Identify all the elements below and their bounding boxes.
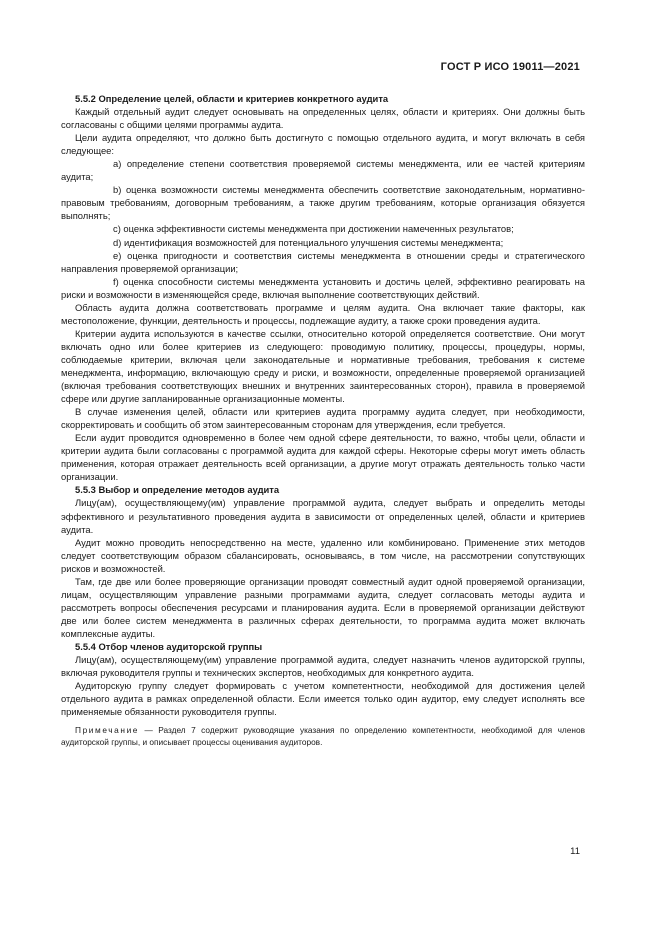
list-item-f: f) оценка способности системы менеджмента установить и достичь целей, эффективно реагировать на риски и возможности в изменяющейся среде, включая выполнение соответствующих действий. [61, 275, 585, 300]
paragraph: Критерии аудита используются в качестве ссылки, относительно которой определяется соответствие. Они могут включать одно или более критериев из следующего: проводимую политику, процессы, процедуры, нормы, соблюдаемые критерии, включая цели законодательные и нормативные требования, требования к системе менеджмента, информацию, включающую среду и риски, и возможности, определенные проверяемой организацией (включая требования соответствующих внешних и внутренних заинтересованных сторон), правила в проверяемой сфере или другие запланированные организационные моменты. [61, 327, 585, 405]
list-item-c: с) оценка эффективности системы менеджмента при достижении намеченных результатов; [113, 223, 514, 235]
paragraph: Цели аудита определяют, что должно быть достигнуто с помощью отдельного аудита, и могут включать в себя следующее: [61, 132, 585, 157]
paragraph: Лицу(ам), осуществляющему(им) управление программой аудита, следует назначить членов аудиторской группы, включая руководителя группы и технических экспертов, необходимых для конкретного аудита. [61, 654, 585, 679]
paragraph: Область аудита должна соответствовать программе и целям аудита. Она включает такие факторы, как местоположение, функции, деятельность и процессы, подлежащие аудиту, а также сроки проведения аудита. [61, 301, 585, 326]
paragraph: Там, где две или более проверяющие организации проводят совместный аудит одной проверяемой организации, лицам, осуществляющим управление разными программами аудита, следует согласовать методы аудита и рассмотреть вопросы обеспечения ресурсами и планирования аудита. Если в проверяемой организации действуют две или более систем менеджмента в различных сферах деятельности, то программа аудита может включать комплексные аудиты. [61, 575, 585, 639]
page-body [61, 92, 585, 748]
paragraph: В случае изменения целей, области или критериев аудита программу аудита следует, при необходимости, скорректировать и сообщить об этом заинтересованным сторонам для утверждения, если требуется. [61, 406, 585, 431]
paragraph: Аудиторскую группу следует формировать с учетом компетентности, необходимой для достижения целей отдельного аудита в рамках определенной области. Если имеется только один аудитор, ему следует исполнять все применяемые обязанности руководителя группы. [61, 680, 585, 718]
paragraph: Лицу(ам), осуществляющему(им) управление программой аудита, следует выбрать и определить методы эффективного и результативного проведения аудита в зависимости от определенных целей, области и критериев аудита. [61, 497, 585, 535]
note-label: Примечание [75, 725, 140, 736]
list-item-b: b) оценка возможности системы менеджмента обеспечить соответствие законодательным, нормативно-правовым требованиям, договорным требованиям, а также другим требованиям, которые организация обязуется выполнять; [61, 184, 585, 222]
note [61, 724, 585, 748]
paragraph: Если аудит проводится одновременно в более чем одной сфере деятельности, то важно, чтобы цели, области и критерии аудита были согласованы с программой аудита для каждой сферы. Некоторые сферы могут иметь область применения, которая отражает деятельность всей организации, а другие могут отражать деятельность только части организации. [61, 432, 585, 483]
section-heading-5-5-2: 5.5.2 Определение целей, области и критериев конкретного аудита [75, 93, 389, 104]
note-text: — Раздел 7 содержит руководящие указания по определению компетентности, необходимой для членов аудиторской группы, и описывает процессы оценивания аудиторов. [61, 725, 585, 748]
page-number: 11 [570, 846, 580, 857]
standard-header: ГОСТ Р ИСО 19011—2021 [440, 61, 580, 73]
list-item-e: е) оценка пригодности и соответствия системы менеджмента в отношении среды и стратегического направления проверяемой организации; [61, 249, 585, 274]
section-heading-5-5-3: 5.5.3 Выбор и определение методов аудита [75, 484, 280, 496]
paragraph: Каждый отдельный аудит следует основывать на определенных целях, области и критериях. Они должны быть согласованы с общими целями программы аудита. [61, 106, 585, 131]
paragraph: Аудит можно проводить непосредственно на месте, удаленно или комбинировано. Применение этих методов следует соответствующим образом сбалансировать, основываясь, в том числе, на рассмотрении сопутствующих рисков и возможностей. [61, 536, 585, 574]
list-item-a: а) определение степени соответствия проверяемой системы менеджмента, или ее частей критериям аудита; [61, 158, 585, 183]
list-item-d: d) идентификация возможностей для потенциального улучшения системы менеджмента; [113, 236, 504, 248]
section-heading-5-5-4: 5.5.4 Отбор членов аудиторской группы [75, 640, 263, 652]
